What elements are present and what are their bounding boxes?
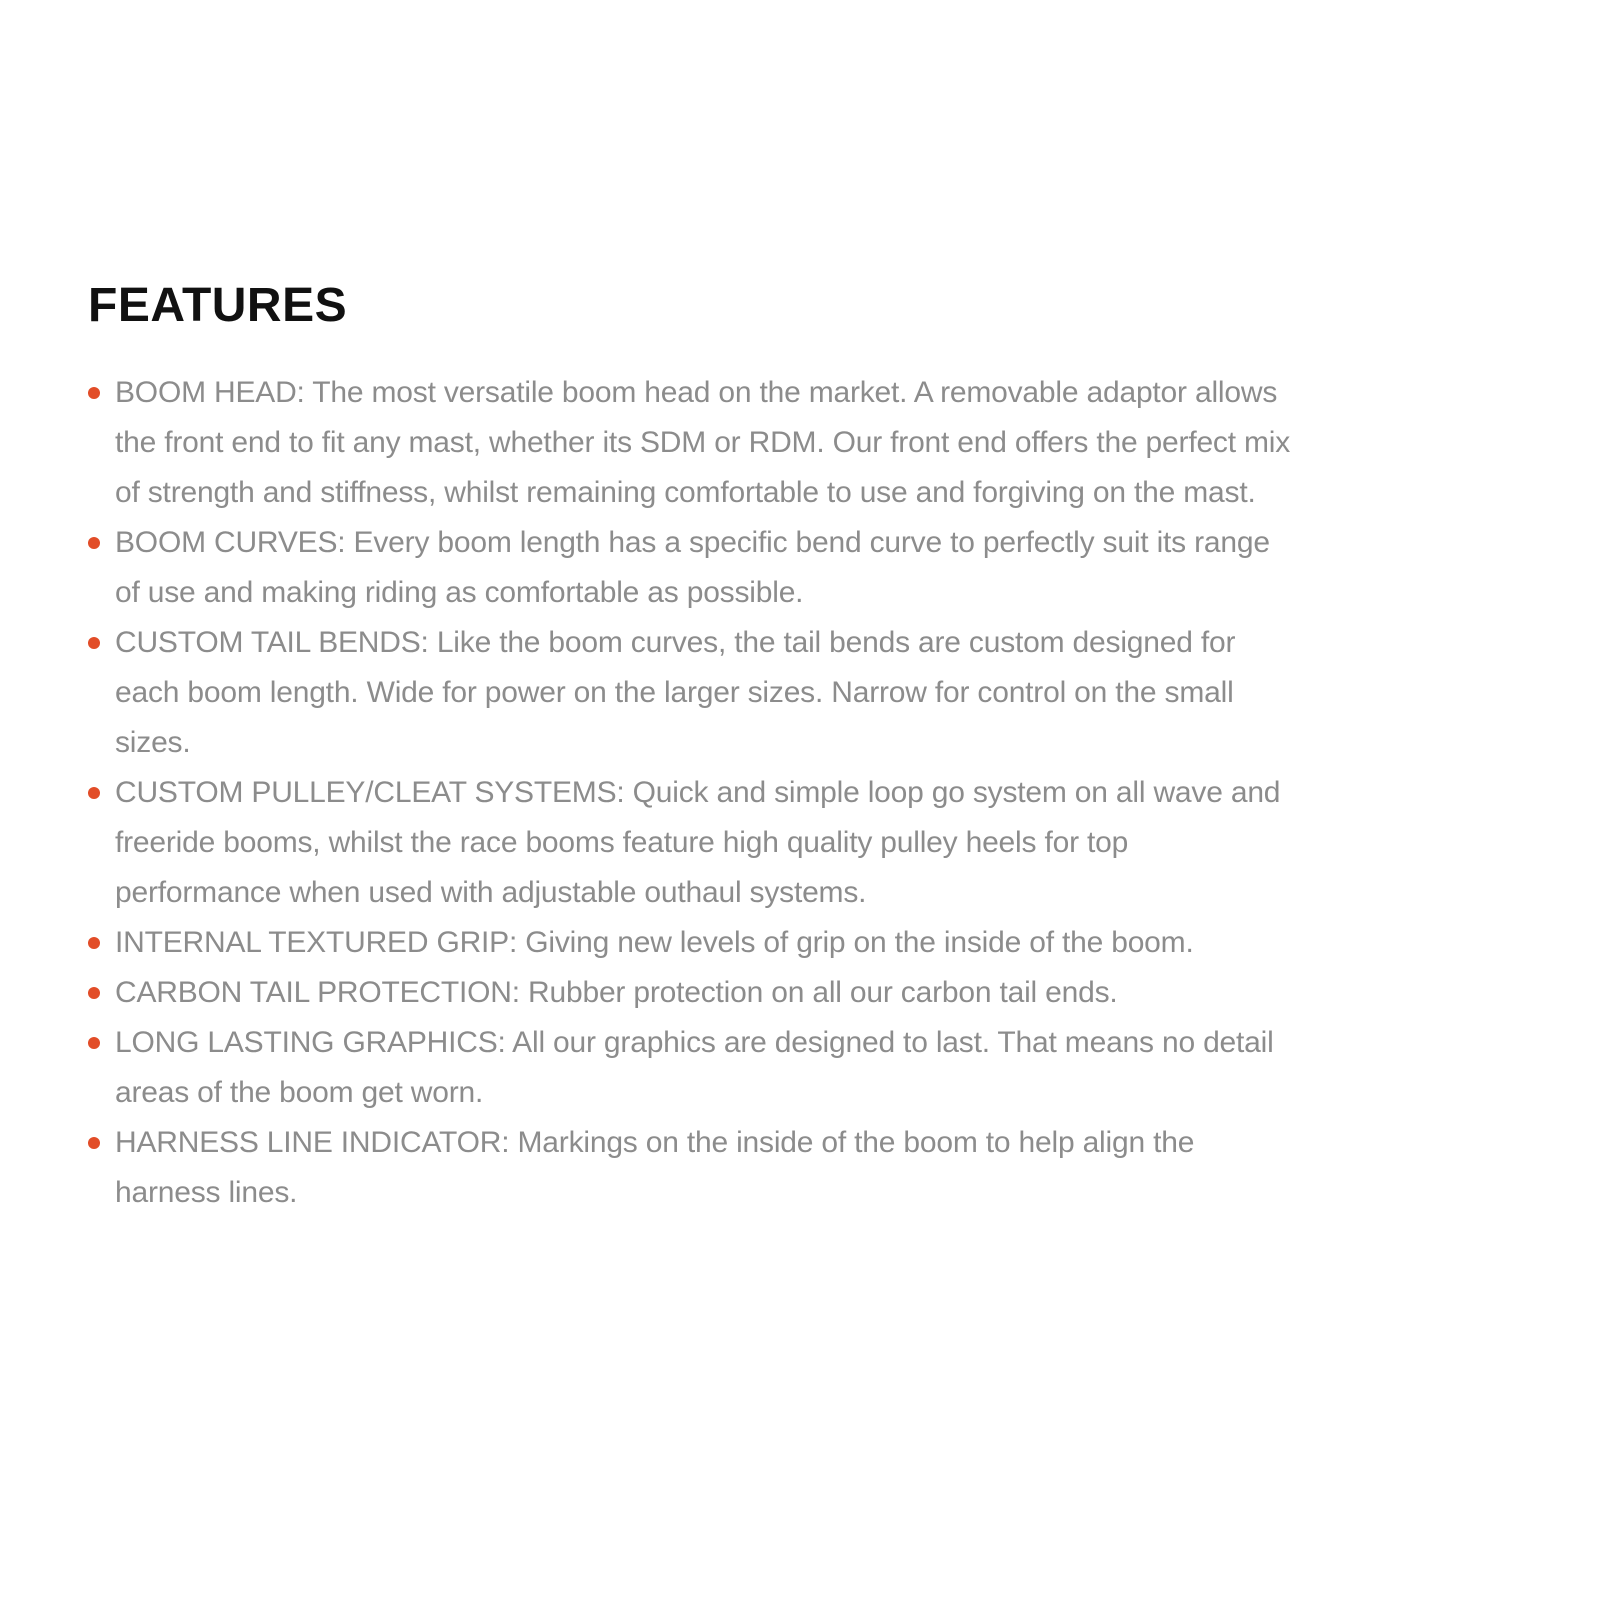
list-item	[115, 1018, 1295, 1118]
list-item	[115, 618, 1295, 768]
bullet-icon	[88, 1037, 100, 1049]
bullet-icon	[88, 537, 100, 549]
feature-list	[88, 368, 1295, 1218]
bullet-icon	[88, 937, 100, 949]
feature-text: BOOM CURVES: Every boom length has a specific bend curve to perfectly suit its range of use and making riding as comfortable as possible.	[115, 526, 1270, 609]
feature-text: HARNESS LINE INDICATOR: Markings on the inside of the boom to help align the harness lines.	[115, 1126, 1195, 1209]
feature-text: LONG LASTING GRAPHICS: All our graphics are designed to last. That means no detail areas of the boom get worn.	[115, 1026, 1274, 1109]
bullet-icon	[88, 387, 100, 399]
bullet-icon	[88, 637, 100, 649]
feature-text: INTERNAL TEXTURED GRIP: Giving new levels of grip on the inside of the boom.	[115, 926, 1194, 959]
feature-text: CUSTOM TAIL BENDS: Like the boom curves, the tail bends are custom designed for each boom length. Wide for power on the larger sizes. Narrow for control on the small sizes.	[115, 626, 1236, 759]
feature-text: CUSTOM PULLEY/CLEAT SYSTEMS: Quick and simple loop go system on all wave and freeride booms, whilst the race booms feature high quality pulley heels for top performance when used with adjustable outhaul systems.	[115, 776, 1281, 909]
list-item	[115, 518, 1295, 618]
list-item	[115, 968, 1295, 1018]
bullet-icon	[88, 987, 100, 999]
list-item	[115, 1118, 1295, 1218]
list-item	[115, 918, 1295, 968]
feature-text: CARBON TAIL PROTECTION: Rubber protection on all our carbon tail ends.	[115, 976, 1118, 1009]
bullet-icon	[88, 1137, 100, 1149]
page-title: FEATURES	[88, 279, 348, 332]
list-item	[115, 368, 1295, 518]
features-section	[88, 279, 1508, 1218]
feature-text: BOOM HEAD: The most versatile boom head on the market. A removable adaptor allows the front end to fit any mast, whether its SDM or RDM. Our front end offers the perfect mix of strength and stiffness, whilst remaining comfortable to use and forgiving on the mast.	[115, 376, 1291, 509]
list-item	[115, 768, 1295, 918]
bullet-icon	[88, 787, 100, 799]
